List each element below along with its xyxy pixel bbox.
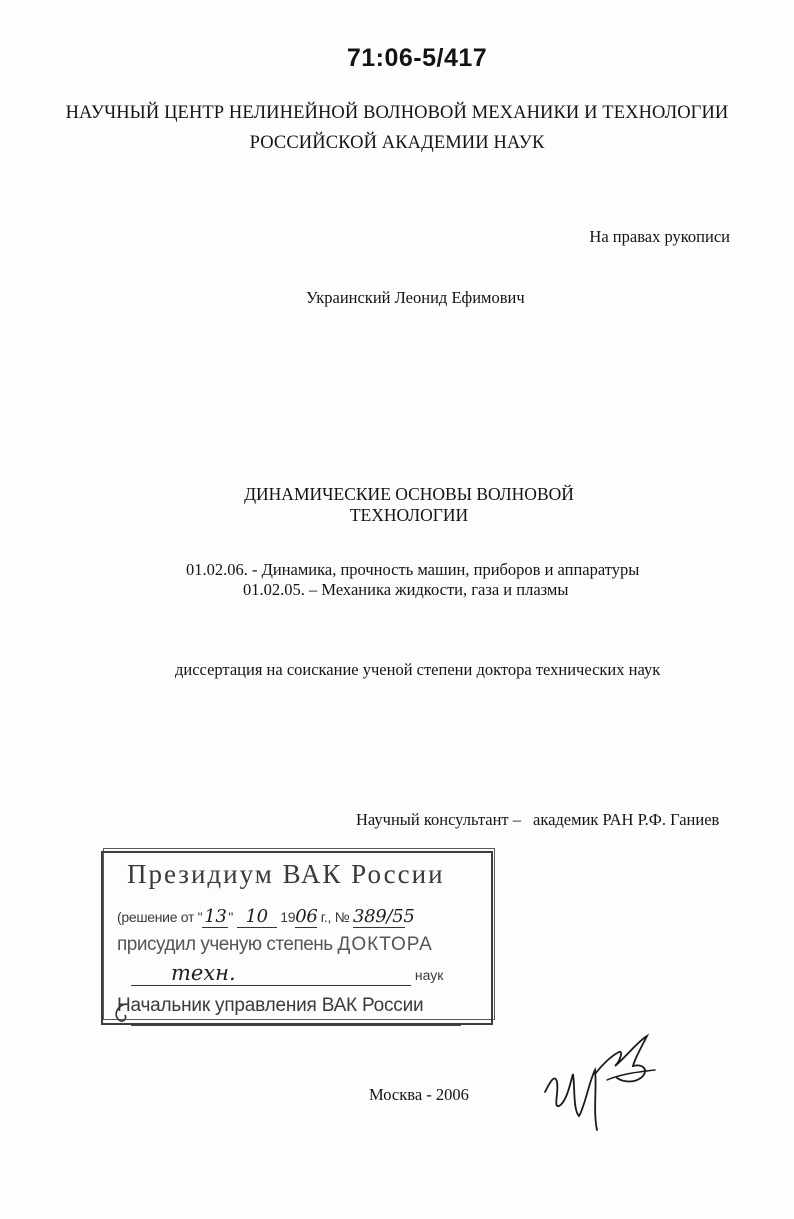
stamp-field-line [131, 961, 481, 986]
stamp-heading: Президиум ВАК России [127, 859, 445, 889]
specialty-1: 01.02.06. - Динамика, прочность машин, приборов и аппаратуры [186, 560, 640, 579]
stamp-field-suffix: наук [414, 967, 444, 983]
stamp-year-prefix: 19 [280, 909, 296, 925]
stamp-official: Начальник управления ВАК России [117, 995, 424, 1016]
title-line-1: ДИНАМИЧЕСКИЕ ОСНОВЫ ВОЛНОВОЙ [244, 484, 574, 504]
stamp-number: 389/55 [352, 906, 415, 927]
stamp-day: 13 [204, 906, 227, 927]
stamp-degree: ДОКТОРА [337, 934, 433, 955]
city-year: Москва - 2006 [369, 1085, 469, 1104]
organization-line-1: НАУЧНЫЙ ЦЕНТР НЕЛИНЕЙНОЙ ВОЛНОВОЙ МЕХАНИКИ И ТЕХНОЛОГИИ [65, 103, 729, 123]
stamp-year: 06 [295, 906, 318, 927]
title-line-2: ТЕХНОЛОГИИ [349, 505, 469, 525]
signature-icon [537, 1030, 667, 1140]
stamp-signature-line [131, 1025, 461, 1026]
stamp-decision-prefix: (решение от " [117, 909, 203, 925]
consultant-name: академик РАН Р.Ф. Ганиев [533, 810, 720, 829]
catalog-number: 71:06-5/417 [346, 44, 488, 72]
scientific-consultant [356, 810, 719, 830]
stamp-degree-prefix: присудил ученую степень [117, 934, 333, 955]
stamp-month: 10 [237, 906, 277, 928]
organization-line-2: РОССИЙСКОЙ АКАДЕМИИ НАУК [249, 133, 545, 153]
consultant-label: Научный консультант – [356, 810, 521, 829]
specialty-2: 01.02.05. – Механика жидкости, газа и плазмы [243, 580, 569, 599]
stamp-degree-line [117, 934, 433, 956]
stamp-number-label: г., № [320, 909, 350, 925]
stamp-decision-line: (решение от " 13 " 10 1906 г., № 389/55 [117, 906, 415, 927]
stamp-signature-mark-icon [111, 1001, 133, 1025]
author-name: Украинский Леонид Ефимович [306, 288, 525, 307]
vak-stamp [101, 851, 493, 1025]
dissertation-type: диссертация на соискание ученой степени доктора технических наук [175, 660, 661, 679]
manuscript-rights: На правах рукописи [589, 227, 730, 246]
stamp-field: техн. [131, 961, 411, 986]
